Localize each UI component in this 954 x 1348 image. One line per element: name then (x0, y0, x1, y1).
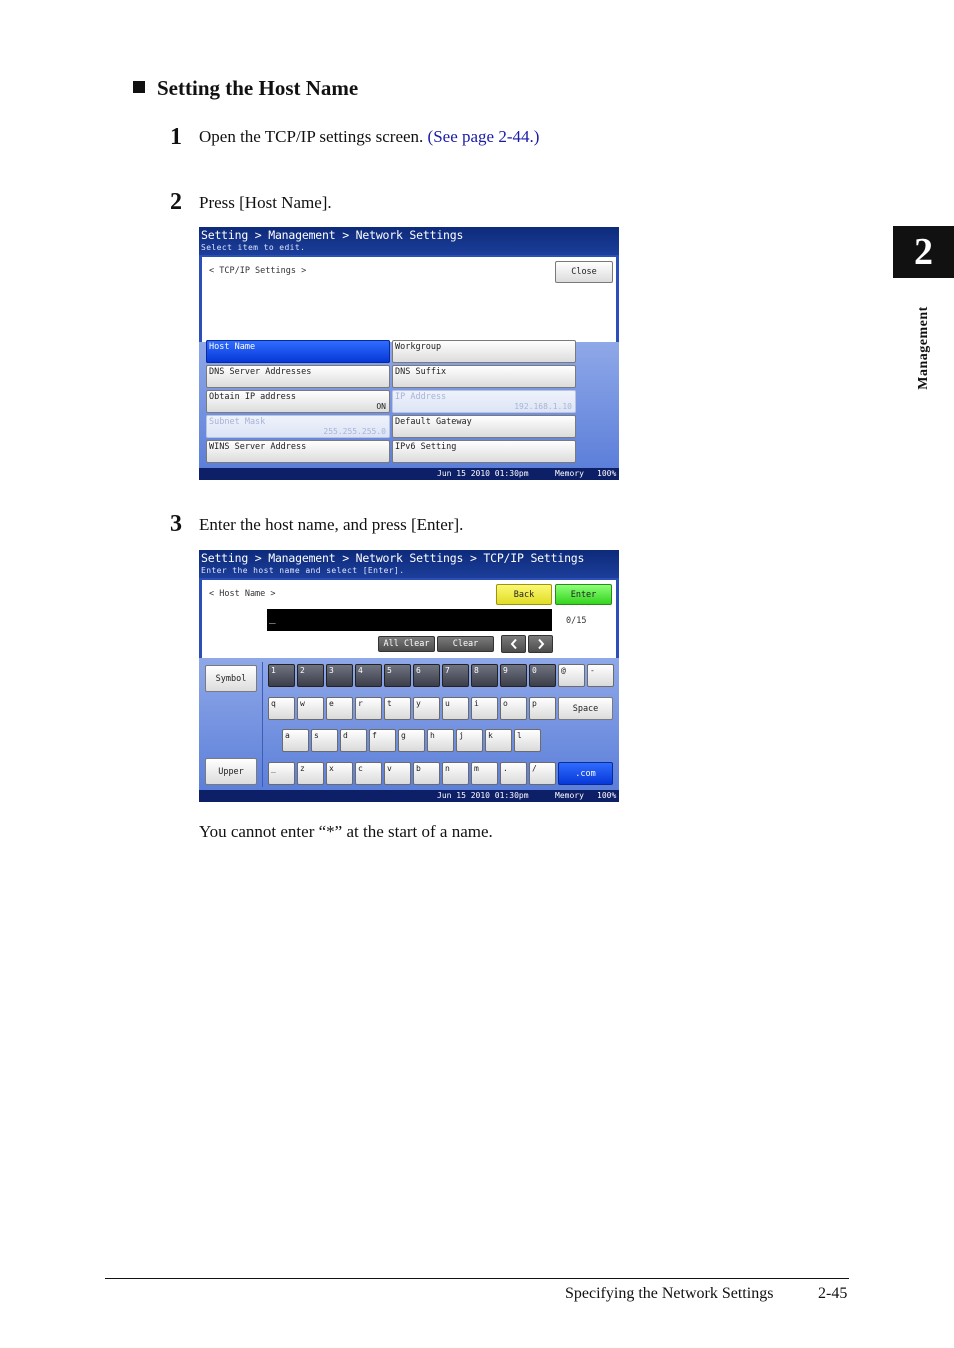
key-6[interactable] (413, 664, 440, 687)
upper-label: Upper (218, 766, 244, 777)
all-clear-label: All Clear (383, 639, 430, 649)
step-text-3: Enter the host name, and press [Enter]. (199, 515, 464, 534)
key-label: l (517, 731, 522, 740)
key-o[interactable] (500, 697, 527, 720)
note-text: You cannot enter “*” at the start of a name. (199, 822, 493, 841)
key-label: 7 (445, 666, 450, 675)
key-label: 4 (358, 666, 363, 675)
key-f[interactable] (369, 729, 396, 752)
key-label: u (445, 699, 450, 708)
key-label: m (474, 764, 479, 773)
space-button[interactable] (558, 697, 613, 720)
host-name-entry-screen (199, 550, 619, 802)
all-clear-button[interactable] (378, 636, 435, 652)
space-label: Space (572, 703, 599, 714)
key-e[interactable] (326, 697, 353, 720)
back-button[interactable] (496, 584, 552, 605)
key-8[interactable] (471, 664, 498, 687)
key-label: 2 (300, 666, 305, 675)
key-label: b (416, 764, 421, 773)
status-percent: 100% (597, 469, 617, 478)
key-label: p (532, 699, 537, 708)
enter-button-label: Enter (570, 589, 597, 600)
ipv6-setting-button[interactable] (392, 440, 576, 463)
network-settings-screen (199, 227, 619, 480)
footer-divider (105, 1278, 849, 1279)
status-memory: Memory (555, 469, 584, 478)
key-1[interactable] (268, 664, 295, 687)
key-label: h (430, 731, 435, 740)
key-i[interactable] (471, 697, 498, 720)
key-period[interactable] (500, 762, 527, 785)
key-9[interactable] (500, 664, 527, 687)
key-h[interactable] (427, 729, 454, 752)
key-label: _ (271, 764, 276, 773)
status-bar (199, 790, 619, 802)
cursor-right-button[interactable] (528, 635, 553, 653)
step-number-2: 2 (170, 189, 182, 215)
screen-upper-panel (202, 580, 616, 658)
key-label: r (358, 699, 363, 708)
back-button-label: Back (513, 589, 535, 600)
upper-button[interactable] (205, 758, 257, 785)
key-label: 1 (271, 666, 276, 675)
key-label: 5 (387, 666, 392, 675)
key-label: d (343, 731, 348, 740)
breadcrumb: < TCP/IP Settings > (209, 266, 307, 276)
symbol-label: Symbol (215, 673, 247, 684)
key-7[interactable] (442, 664, 469, 687)
key-n[interactable] (442, 762, 469, 785)
clear-button[interactable] (437, 636, 494, 652)
key-d[interactable] (340, 729, 367, 752)
chapter-tab: 2 (893, 226, 954, 278)
host-name-input[interactable] (267, 609, 552, 631)
key-label: g (401, 731, 406, 740)
chevron-left-icon (510, 639, 518, 650)
dotcom-button[interactable] (558, 762, 613, 785)
key-2[interactable] (297, 664, 324, 687)
key-label: w (300, 699, 305, 708)
key-s[interactable] (311, 729, 338, 752)
step-1-text: Open the TCP/IP settings screen. (199, 127, 428, 146)
clear-label: Clear (452, 639, 479, 649)
key-label: i (474, 699, 479, 708)
key-v[interactable] (384, 762, 411, 785)
key-label: y (416, 699, 421, 708)
screen-title: Setting > Management > Network Settings > TCP/IP Settings (201, 551, 585, 565)
obtain-ip-address-label: Obtain IP address (209, 392, 296, 402)
key-label: o (503, 699, 508, 708)
key-t[interactable] (384, 697, 411, 720)
symbol-button[interactable] (205, 665, 257, 692)
ip-address-value: 192.168.1.10 (514, 402, 572, 411)
key-label: q (271, 699, 276, 708)
key-label: f (372, 731, 377, 740)
breadcrumb: < Host Name > (209, 589, 276, 599)
key-label: / (532, 764, 537, 773)
obtain-ip-address-value: ON (376, 402, 386, 411)
key-z[interactable] (297, 762, 324, 785)
key-u[interactable] (442, 697, 469, 720)
host-name-input-value: _ (269, 611, 276, 624)
key-label: z (300, 764, 305, 773)
chapter-label (916, 290, 932, 405)
key-label: @ (561, 666, 566, 675)
key-label: c (358, 764, 363, 773)
status-percent: 100% (597, 791, 617, 800)
character-counter: 0/15 (566, 616, 587, 626)
key-3[interactable] (326, 664, 353, 687)
chevron-right-icon (537, 639, 545, 650)
screen-subtitle: Enter the host name and select [Enter]. (201, 566, 405, 575)
workgroup-label: Workgroup (395, 342, 442, 352)
key-w[interactable] (297, 697, 324, 720)
key-r[interactable] (355, 697, 382, 720)
step-number-3: 3 (170, 511, 182, 537)
default-gateway-label: Default Gateway (395, 417, 472, 427)
key-slash[interactable] (529, 762, 556, 785)
square-bullet-icon (133, 81, 145, 93)
status-bar (199, 468, 619, 480)
key-l[interactable] (514, 729, 541, 752)
see-page-link[interactable]: (See page 2-44.) (427, 127, 540, 146)
subnet-mask-value: 255.255.255.0 (323, 427, 386, 436)
screen-upper-panel (202, 257, 616, 342)
key-underscore[interactable] (268, 762, 295, 785)
key-label: n (445, 764, 450, 773)
status-date: Jun 15 2010 01:30pm (437, 469, 529, 478)
key-a[interactable] (282, 729, 309, 752)
wins-server-address-button[interactable] (206, 440, 390, 463)
screen-title: Setting > Management > Network Settings (201, 228, 464, 242)
key-label: 8 (474, 666, 479, 675)
screen-header (199, 227, 619, 255)
key-label: 3 (329, 666, 334, 675)
enter-button[interactable] (555, 584, 612, 605)
key-x[interactable] (326, 762, 353, 785)
key-label: k (488, 731, 493, 740)
key-label: 9 (503, 666, 508, 675)
key-j[interactable] (456, 729, 483, 752)
workgroup-button[interactable] (392, 340, 576, 363)
key-at[interactable] (558, 664, 585, 687)
key-m[interactable] (471, 762, 498, 785)
keyboard-divider (262, 662, 263, 787)
status-memory: Memory (555, 791, 584, 800)
key-p[interactable] (529, 697, 556, 720)
key-5[interactable] (384, 664, 411, 687)
step-text-1 (199, 127, 539, 147)
cursor-left-button[interactable] (501, 635, 526, 653)
key-label: t (387, 699, 392, 708)
page-number: 2-45 (818, 1285, 848, 1302)
host-name-label: Host Name (209, 342, 256, 352)
key-g[interactable] (398, 729, 425, 752)
chapter-label-text: Management (916, 305, 931, 390)
key-k[interactable] (485, 729, 512, 752)
screen-subtitle: Select item to edit. (201, 243, 306, 252)
screen-header (199, 550, 619, 578)
subnet-mask-button (206, 415, 390, 438)
key-label: s (314, 731, 319, 740)
footer-title: Specifying the Network Settings (565, 1285, 774, 1302)
key-label: . (503, 764, 508, 773)
key-q[interactable] (268, 697, 295, 720)
key-4[interactable] (355, 664, 382, 687)
dns-suffix-label: DNS Suffix (395, 367, 447, 377)
default-gateway-button[interactable] (392, 415, 576, 438)
step-number-1: 1 (170, 124, 182, 150)
key-c[interactable] (355, 762, 382, 785)
key-label: e (329, 699, 334, 708)
subnet-mask-label: Subnet Mask (209, 417, 266, 427)
dotcom-label: .com (575, 768, 596, 779)
close-button[interactable] (555, 261, 613, 283)
key-label: 6 (416, 666, 421, 675)
key-0[interactable] (529, 664, 556, 687)
key-label: 0 (532, 666, 537, 675)
section-heading-text: Setting the Host Name (157, 76, 359, 100)
section-heading (133, 76, 358, 101)
key-label: x (329, 764, 334, 773)
obtain-ip-address-button[interactable] (206, 390, 390, 413)
host-name-button[interactable] (206, 340, 390, 363)
ipv6-setting-label: IPv6 Setting (395, 442, 457, 452)
dns-server-addresses-label: DNS Server Addresses (209, 367, 312, 377)
status-date: Jun 15 2010 01:30pm (437, 791, 529, 800)
key-b[interactable] (413, 762, 440, 785)
wins-server-address-label: WINS Server Address (209, 442, 307, 452)
dns-suffix-button[interactable] (392, 365, 576, 388)
key-y[interactable] (413, 697, 440, 720)
key-label: - (590, 666, 595, 675)
dns-server-addresses-button[interactable] (206, 365, 390, 388)
key-label: j (459, 731, 464, 740)
key-label: a (285, 731, 290, 740)
step-text-2: Press [Host Name]. (199, 193, 332, 212)
ip-address-button (392, 390, 576, 413)
key-label: v (387, 764, 392, 773)
close-button-label: Close (571, 267, 597, 277)
key-hyphen[interactable] (587, 664, 614, 687)
ip-address-label: IP Address (395, 392, 447, 402)
